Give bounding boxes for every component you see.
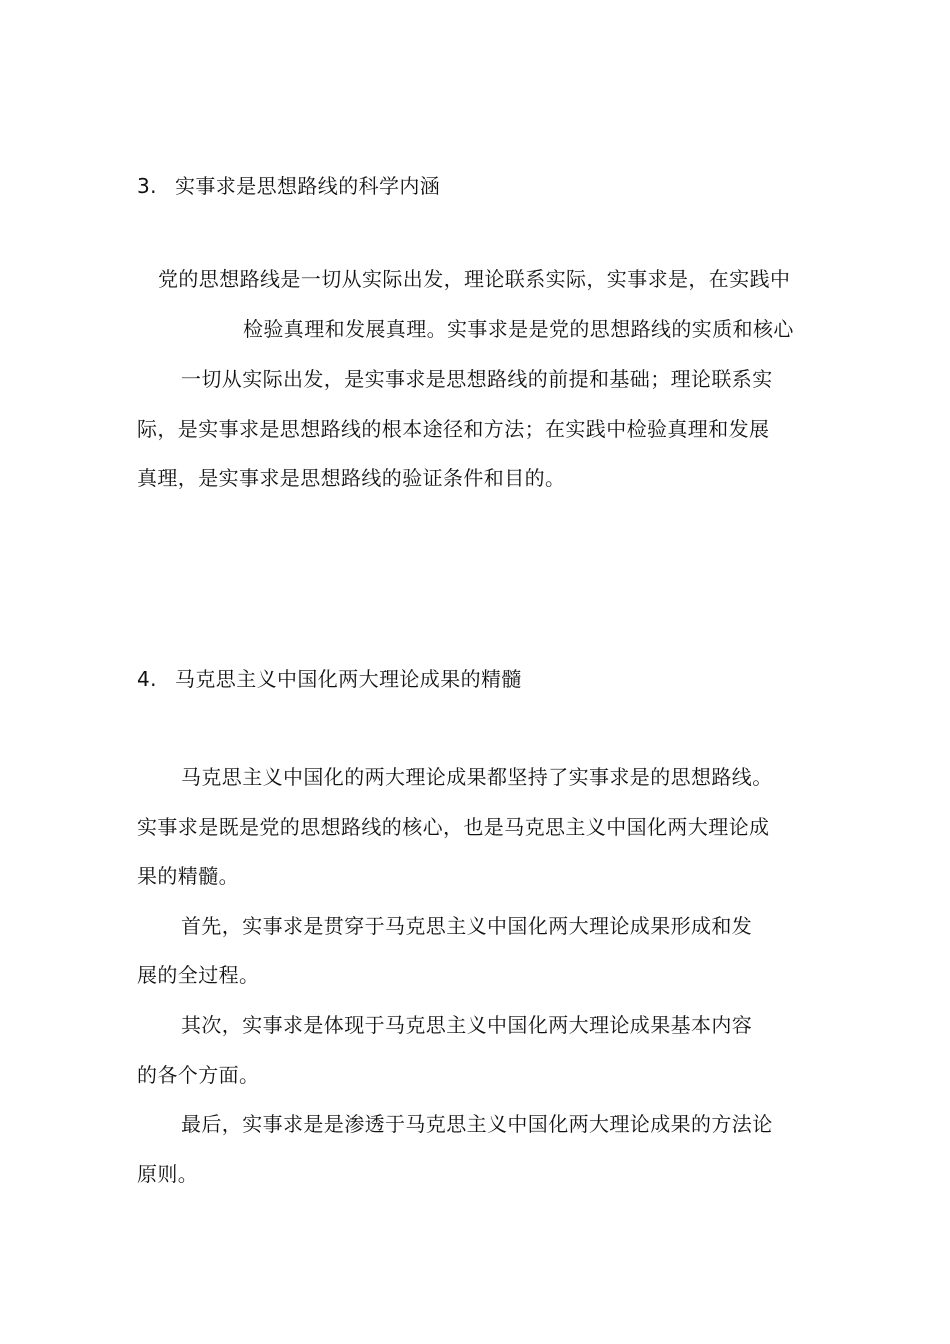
section-3-line: 党的思想路线是一切从实际出发，理论联系实际，实事求是，在实践中 [158, 267, 791, 291]
section-4-title: 马克思主义中国化两大理论成果的精髓 [175, 667, 522, 691]
section-3-heading [137, 174, 440, 198]
section-4-line: 展的全过程。 [137, 963, 260, 987]
section-3-line: 一切从实际出发，是实事求是思想路线的前提和基础；理论联系实 [181, 367, 773, 391]
section-4-heading [137, 667, 522, 691]
section-4-line: 原则。 [137, 1162, 199, 1186]
section-4-line: 的各个方面。 [137, 1063, 260, 1087]
section-4-line: 首先，实事求是贯穿于马克思主义中国化两大理论成果形成和发 [181, 914, 753, 938]
section-4-line: 果的精髓。 [137, 864, 239, 888]
section-4-line: 最后，实事求是是渗透于马克思主义中国化两大理论成果的方法论 [181, 1112, 773, 1136]
section-3-line: 真理，是实事求是思想路线的验证条件和目的。 [137, 466, 566, 490]
section-4-line: 其次，实事求是体现于马克思主义中国化两大理论成果基本内容 [181, 1013, 753, 1037]
section-3-line: 检验真理和发展真理。实事求是是党的思想路线的实质和核心 [243, 317, 794, 341]
section-3-line: 际，是实事求是思想路线的根本途径和方法；在实践中检验真理和发展 [137, 417, 770, 441]
section-3-number: 3. [137, 174, 157, 198]
section-4-line: 实事求是既是党的思想路线的核心，也是马克思主义中国化两大理论成 [137, 815, 770, 839]
section-4-number: 4. [137, 667, 157, 691]
section-4-line: 马克思主义中国化的两大理论成果都坚持了实事求是的思想路线。 [181, 765, 773, 789]
section-3-title: 实事求是思想路线的科学内涵 [175, 174, 441, 198]
